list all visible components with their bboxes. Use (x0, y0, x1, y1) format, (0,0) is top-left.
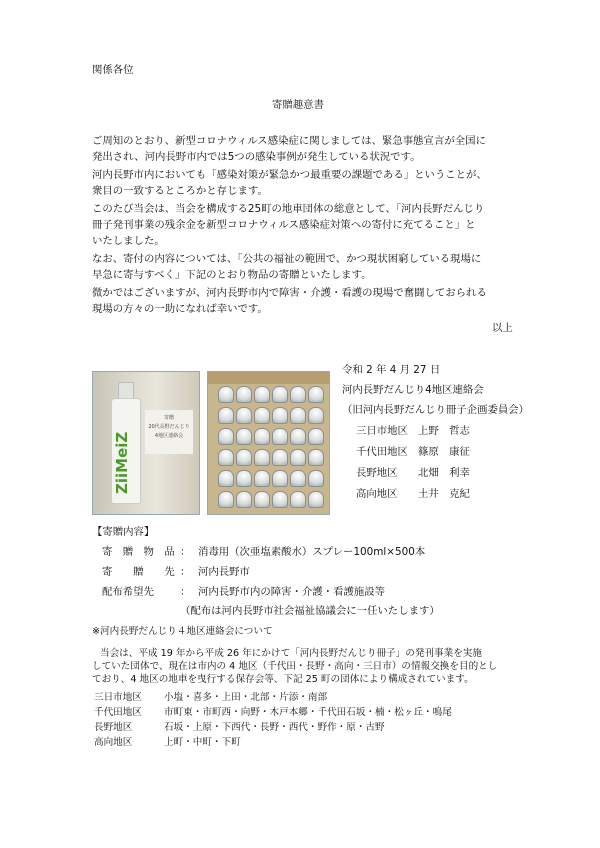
paragraph-3-line-2: 冊子発刊事業の残余金を新型コロナウィルス感染症対策への寄付に充てること」と (92, 219, 476, 231)
bottle-cap (236, 470, 252, 487)
bottle-cap (254, 491, 270, 508)
bottle-cap (236, 407, 252, 424)
bottle-cap (290, 491, 306, 508)
donation-colon: ： (180, 586, 191, 598)
bottle-cap (290, 407, 306, 424)
bottle-cap (272, 407, 288, 424)
paragraph-1-line-2: 発出され、河内長野市内では5つの感染事例が発生している状況です。 (92, 151, 421, 163)
sender-date: 令和 2 年 4 月 27 日 (342, 364, 441, 376)
bottle-cap (254, 449, 270, 466)
bottle-cap (236, 449, 252, 466)
photo-spray-bottle (92, 371, 200, 515)
bottle-cap (218, 428, 234, 445)
donation-value: 河内長野市 (198, 566, 250, 578)
member-district: 三日市地区 (356, 425, 408, 437)
donation-colon: ： (180, 566, 191, 578)
sender-block (342, 362, 542, 502)
donation-card (145, 410, 193, 454)
bottle-cap (308, 407, 324, 424)
closing-text: 以上 (492, 322, 513, 334)
bottle-grid (218, 386, 324, 508)
district-row (92, 736, 532, 749)
donation-value: 河内長野市内の障害・介護・看護施設等 (198, 586, 386, 598)
member-district: 長野地区 (356, 467, 398, 479)
bottle-brand-label: ZiiMeiZ (113, 431, 131, 494)
bottle-cap (272, 470, 288, 487)
card-line-3: 4地区連絡会 (154, 433, 184, 439)
paragraph-1-line-1: ご周知のとおり、新型コロナウィルス感染症に関しましては、緊急事態宣言が全国に (92, 135, 486, 147)
bottle-cap (308, 386, 324, 403)
bottle-cap (272, 386, 288, 403)
bottle-cap (218, 470, 234, 487)
member-row (342, 465, 542, 481)
bottle-cap (290, 428, 306, 445)
bottle-cap (236, 491, 252, 508)
bottle-cap (218, 407, 234, 424)
member-district: 高向地区 (356, 488, 398, 500)
district-name: 三日市地区 (94, 692, 142, 703)
bottle-cap (254, 428, 270, 445)
card-line-1: 寄贈 (163, 415, 174, 421)
district-row (92, 706, 532, 719)
photo-bottle-box (207, 371, 330, 515)
addressee: 関係各位 (92, 64, 134, 76)
bottle-cap (308, 449, 324, 466)
bottle-cap (290, 449, 306, 466)
bottle-cap (254, 407, 270, 424)
district-row (92, 721, 532, 734)
district-row (92, 691, 532, 704)
paragraph-4-line-1: なお、寄付の内容については、「公共の福祉の範囲で、かつ現状困窮している現場に (92, 253, 482, 265)
document-title: 寄贈趣意書 (272, 99, 324, 111)
bottle-cap (254, 470, 270, 487)
member-name: 土井 克紀 (418, 488, 470, 500)
donation-colon: ： (180, 546, 191, 558)
paragraph-3-line-3: いたしました。 (92, 235, 165, 247)
bottle-cap (308, 491, 324, 508)
sender-org-note: （旧河内長野だんじり冊子企画委員会） (342, 404, 530, 416)
bottle-cap (254, 386, 270, 403)
district-name: 千代田地区 (94, 707, 142, 718)
card-line-2: 20代長野だんじり (148, 424, 190, 430)
donation-heading: 【寄贈内容】 (92, 526, 155, 538)
donation-section (92, 524, 532, 619)
district-towns: 石坂・上原・下西代・長野・西代・野作・原・古野 (164, 722, 385, 733)
bottle-cap (272, 428, 288, 445)
donation-label: 寄 贈 先 (102, 566, 175, 578)
footnote-line: していた団体で、現在は市内の 4 地区（千代田・長野・高向・三日市）の情報交換を目的とし (92, 661, 498, 672)
bottle-cap (308, 428, 324, 445)
donation-row (92, 584, 532, 600)
donation-row (92, 564, 532, 580)
body-text (92, 133, 522, 317)
paragraph-2-line-1: 河内長野市内においても「感染対策が緊急かつ最重要の課題である」ということが、 (92, 169, 487, 181)
bottle-cap (272, 491, 288, 508)
district-towns: 上町・中町・下町 (164, 737, 241, 748)
donation-row (92, 544, 532, 560)
paragraph-5-line-2: 現場の方々の一助になれば幸いです。 (92, 303, 268, 315)
sender-org: 河内長野だんじり4地区連絡会 (342, 384, 484, 396)
donation-label: 寄 贈 物 品 (102, 546, 175, 558)
member-name: 北畑 利幸 (418, 467, 470, 479)
member-name: 篠原 康征 (418, 446, 470, 458)
district-towns: 市町東・市町西・向野・木戸本郷・千代田石坂・楠・松ヶ丘・鳴尾 (164, 707, 452, 718)
bottle-cap (218, 386, 234, 403)
footnote-line: 当会は、平成 19 年から平成 26 年にかけて「河内長野だんじり冊子」の発刊事業を実施 (100, 648, 482, 659)
box-flap (208, 372, 329, 384)
footnote-line: ており、4 地区の地車を曳行する保存会等、下記 25 町の団体により構成されています。 (92, 674, 474, 685)
donation-label: 配布希望先 (102, 586, 154, 598)
bottle-cap (272, 449, 288, 466)
footnote-heading: ※河内長野だんじり４地区連絡会について (92, 626, 273, 637)
bottle-cap (236, 428, 252, 445)
paragraph-5-line-1: 微かではございますが、河内長野市内で障害・介護・看護の現場で奮闘しておられる (92, 287, 487, 299)
district-name: 長野地区 (94, 722, 133, 733)
member-row (342, 423, 542, 439)
district-name: 高向地区 (94, 737, 133, 748)
district-towns: 小塩・喜多・上田・北部・片添・南部 (164, 692, 328, 703)
bottle-cap (218, 449, 234, 466)
bottle-cap (218, 491, 234, 508)
donation-value: 消毒用（次亜塩素酸水）スプレー100ml×500本 (198, 546, 426, 558)
bottle-cap (308, 470, 324, 487)
bottle-cap (290, 470, 306, 487)
donation-note: （配布は河内長野市社会福祉協議会に一任いたします） (180, 605, 440, 617)
paragraph-4-line-2: 早急に寄与すべく」下記のとおり物品の寄贈といたします。 (92, 269, 372, 281)
member-row (342, 486, 542, 502)
paragraph-3-line-1: このたび当会は、当会を構成する25町の地車団体の総意として、「河内長野だんじり (92, 203, 485, 215)
paragraph-2-line-2: 衆目の一致するところかと存じます。 (92, 185, 268, 197)
footnote-section (92, 625, 532, 749)
bottle-cap (236, 386, 252, 403)
member-name: 上野 哲志 (418, 425, 470, 437)
bottle-cap (290, 386, 306, 403)
member-district: 千代田地区 (356, 446, 408, 458)
member-row (342, 444, 542, 460)
